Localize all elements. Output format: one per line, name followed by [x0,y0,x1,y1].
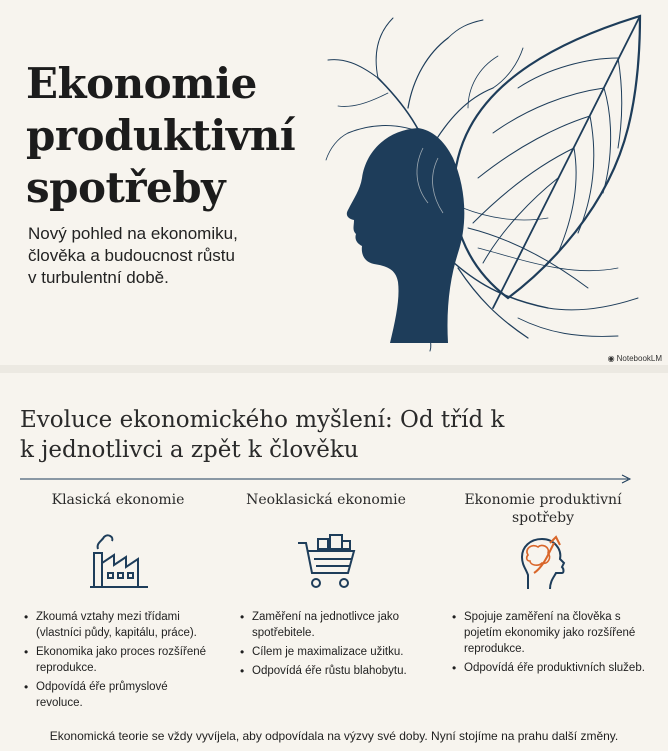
list-item: • Odpovídá éře průmyslové revoluce. [24,679,216,711]
column-neoclassical [226,491,426,721]
list-item: • Spojuje zaměření na člověka s pojetím ekonomiky jako rozšířené reprodukce. [452,609,646,657]
heading-line: Klasická ekonomie [51,492,185,508]
heading-line: Ekonomie produktivní [464,492,622,508]
main-title [26,58,346,214]
title-slide [0,0,668,365]
factory-icon [88,533,150,591]
column-productive-consumption [438,491,648,721]
footer-note: Ekonomická teorie se vždy vyvíjela, aby odpovídala na výzvy své doby. Nyní stojíme na prahu další změny. [49,729,619,743]
head-brain-growth-icon [510,533,572,591]
subtitle-line: člověka a budoucnost růstu [28,246,235,265]
list-item: • Odpovídá éře produktivních služeb. [452,660,646,676]
shopping-cart-icon [296,533,358,591]
notebooklm-logo-icon: ◉ [607,354,615,363]
column-classical [18,491,218,721]
slide-title [20,405,640,465]
badge-label: NotebookLM [616,354,662,363]
title-line: k jednotlivci a zpět k člověku [20,437,359,463]
heading-line: Neoklasická ekonomie [246,492,406,508]
head-tree-leaf-illustration [318,8,660,353]
column-heading [226,491,426,509]
title-line: Evoluce ekonomického myšlení: Od tříd k [20,407,505,433]
title-line: produktivní [26,111,296,160]
title-line: Ekonomie [26,59,257,108]
column-heading [438,491,648,527]
timeline-arrow [20,473,634,485]
notebooklm-badge [608,354,662,363]
bullet-list [240,609,424,682]
list-item: • Odpovídá éře růstu blahobytu. [240,663,424,679]
list-item: • Zaměření na jednotlivce jako spotřebitele. [240,609,424,641]
subtitle-line: Nový pohled na ekonomiku, [28,224,238,243]
title-line: spotřeby [26,163,226,212]
column-heading [18,491,218,509]
subtitle-line: v turbulentní době. [28,268,169,287]
list-item: • Ekonomika jako proces rozšířené reprodukce. [24,644,216,676]
subtitle [28,223,328,289]
list-item: • Zkoumá vztahy mezi třídami (vlastníci půdy, kapitálu, práce). [24,609,216,641]
list-item: • Cílem je maximalizace užitku. [240,644,424,660]
evolution-slide [0,373,668,751]
bullet-list [452,609,646,679]
heading-line: spotřeby [511,510,575,526]
bullet-list [24,609,216,714]
